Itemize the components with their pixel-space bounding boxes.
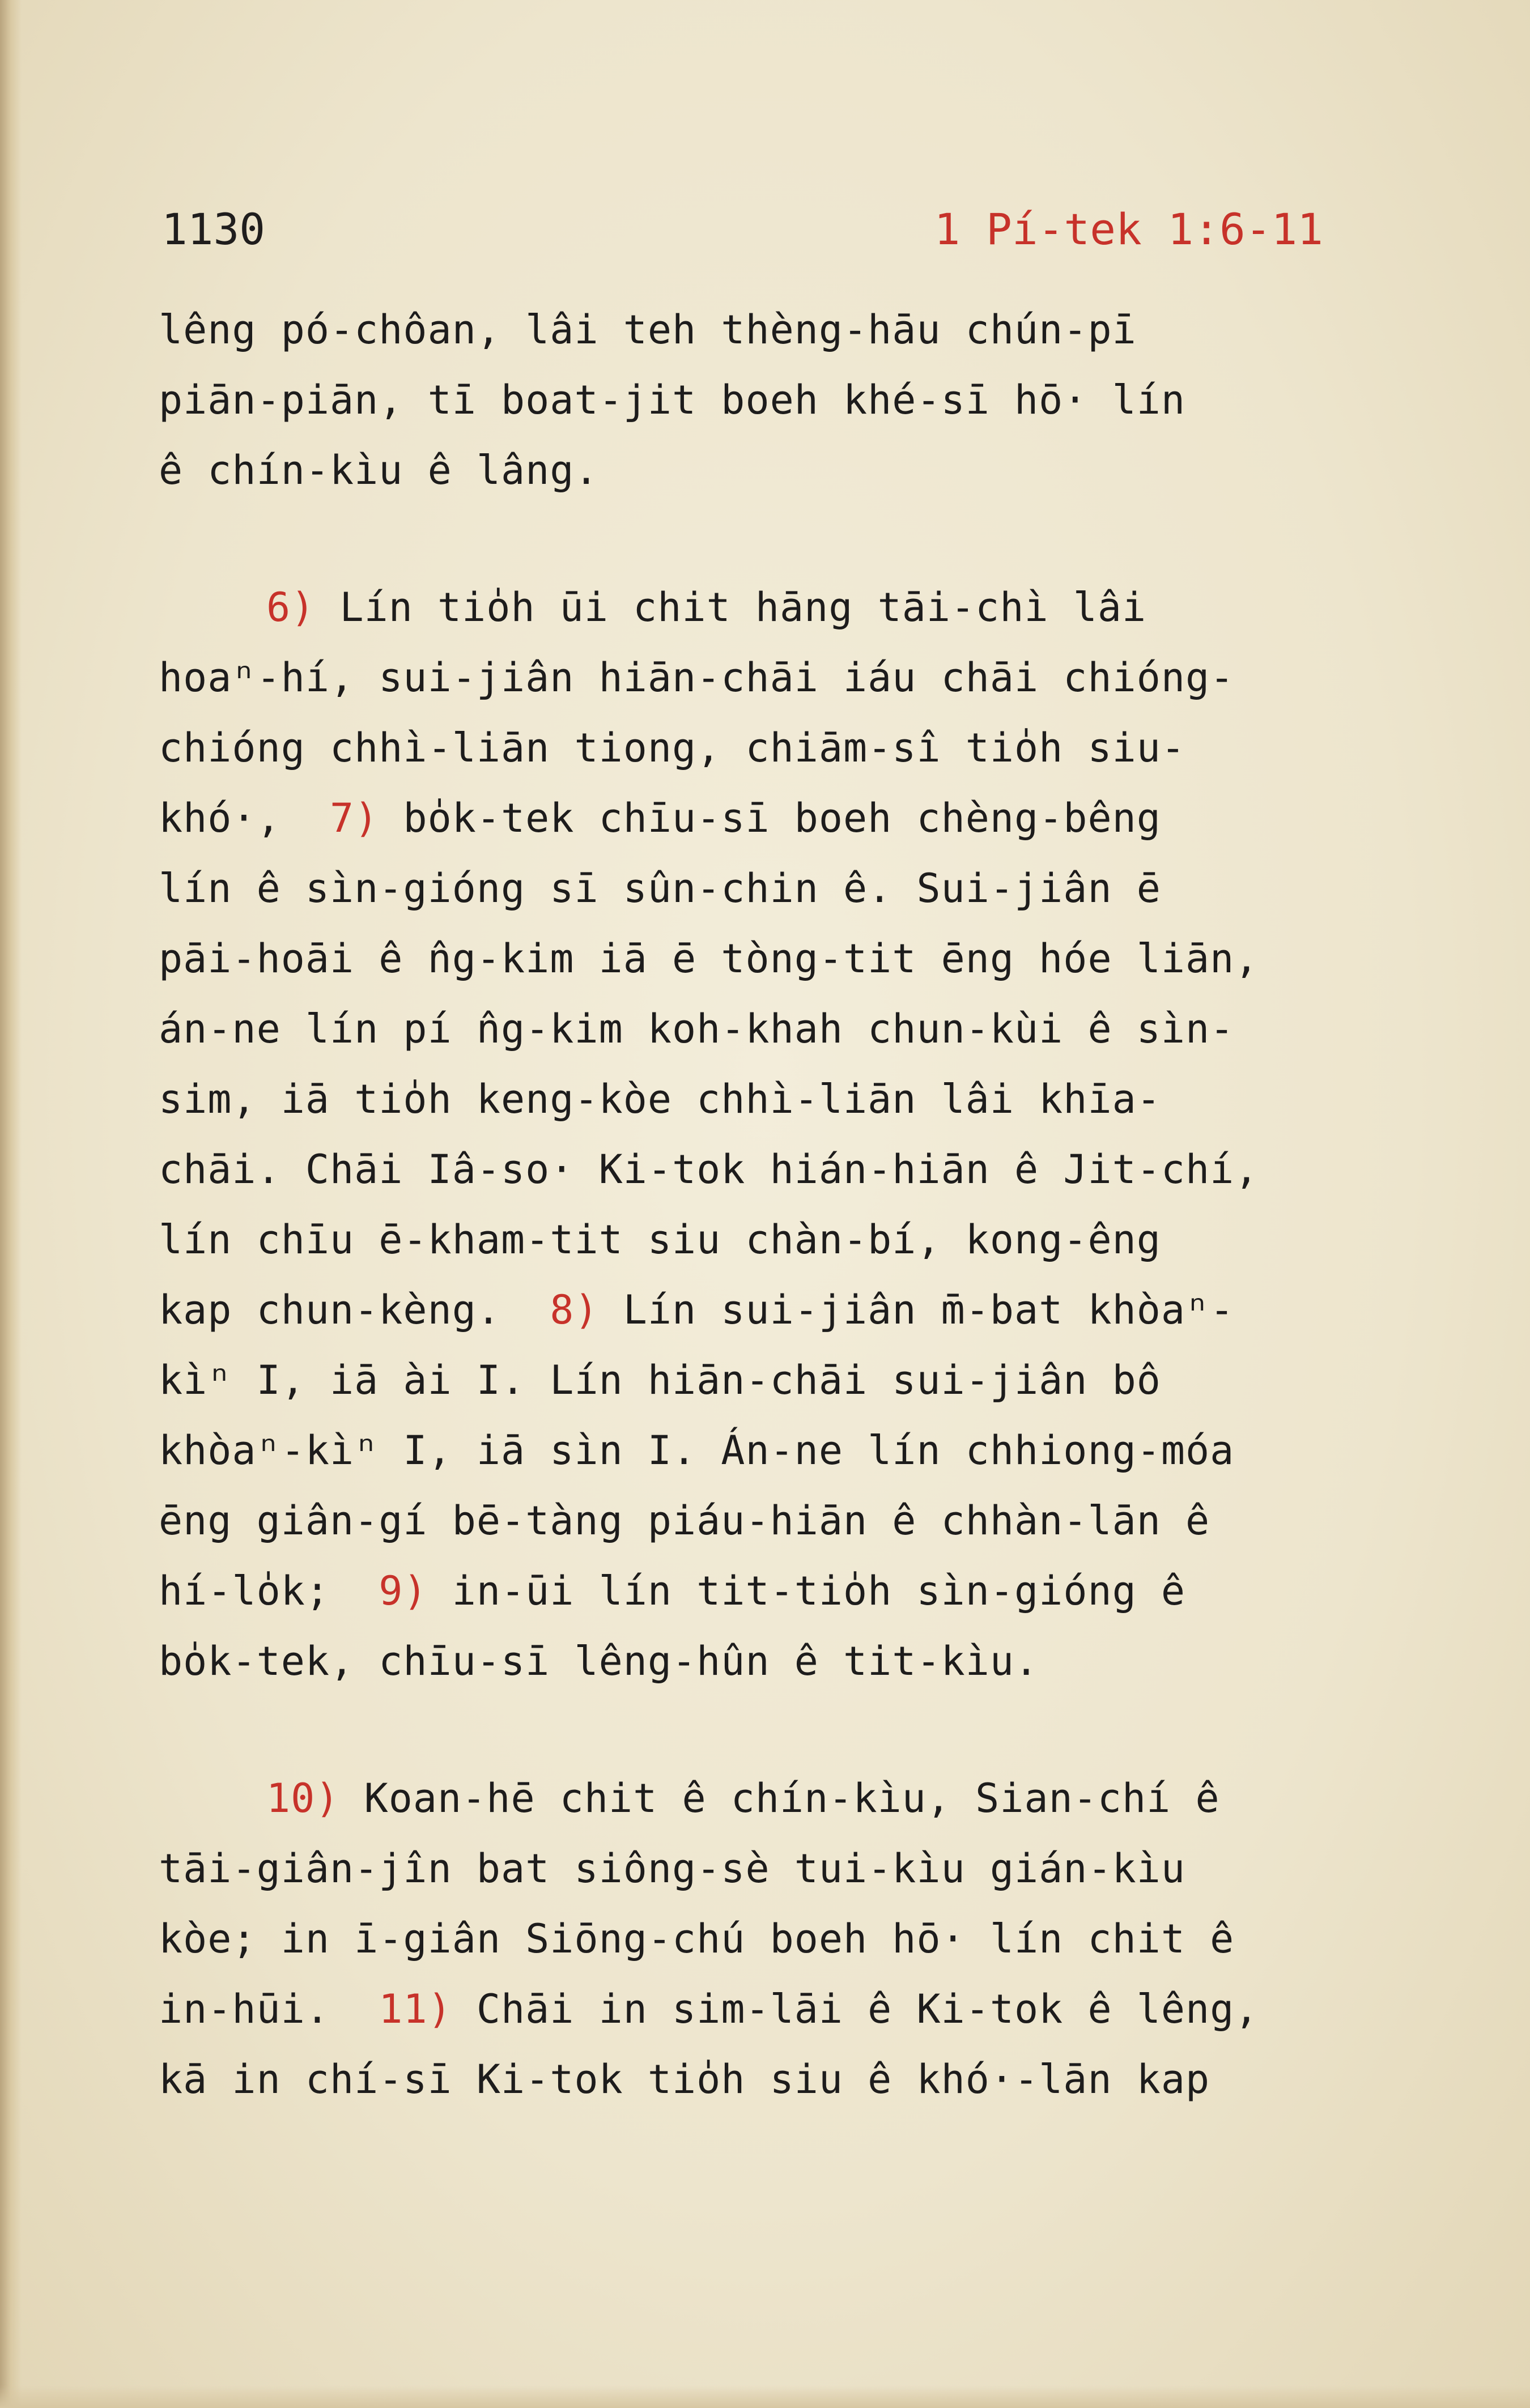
verse-text: in-ūi lín tit-tio̍h sìn-gióng ê <box>427 1568 1186 1614</box>
verse-text: piān-piān, tī boat-jit boeh khé-sī hō· lín <box>159 377 1186 423</box>
text-line <box>159 1974 1434 2044</box>
verse-text: lêng pó-chôan, lâi teh thèng-hāu chún-pī <box>159 307 1137 353</box>
verse-text: khòaⁿ-kìⁿ I, iā sìn I. Án-ne lín chhiong-móa <box>159 1427 1235 1474</box>
text-line <box>159 1134 1434 1205</box>
text-line <box>159 1064 1434 1134</box>
verse-text: pāi-hoāi ê n̂g-kim iā ē tòng-tit ēng hóe liān, <box>159 935 1259 982</box>
text-line <box>159 2044 1434 2115</box>
verse-text: hoaⁿ-hí, sui-jiân hiān-chāi iáu chāi chióng- <box>159 654 1235 701</box>
verse-text: kìⁿ I, iā ài I. Lín hiān-chāi sui-jiân bô <box>159 1357 1161 1403</box>
text-line <box>159 1486 1434 1556</box>
running-head: 1 Pí-tek 1:6-11 <box>934 204 1323 254</box>
verse-number: 8) <box>550 1287 599 1333</box>
verse-number: 11) <box>379 1986 452 2032</box>
verse-text: lín ê sìn-gióng sī sûn-chin ê. Sui-jiân ē <box>159 865 1161 912</box>
verse-text: Lín sui-jiân m̄-bat khòaⁿ- <box>598 1287 1235 1333</box>
text-line <box>159 1833 1434 1904</box>
body-text <box>159 295 1434 2115</box>
text-line <box>159 783 1434 853</box>
verse-text: chióng chhì-liān tiong, chiām-sî tio̍h siu- <box>159 725 1186 771</box>
verse-text: Koan-hē chit ê chín-kìu, Sian-chí ê <box>339 1775 1220 1822</box>
page-header <box>162 204 1323 266</box>
verse-number: 6) <box>266 584 316 631</box>
text-line <box>159 1275 1434 1345</box>
verse-text: án-ne lín pí n̂g-kim koh-khah chun-kùi ê sìn- <box>159 1006 1235 1052</box>
verse-text: bo̍k-tek chīu-sī boeh chèng-bêng <box>379 795 1161 841</box>
text-line <box>159 924 1434 994</box>
text-line <box>159 1904 1434 1974</box>
paragraph <box>159 295 1434 505</box>
verse-text: Chāi in sim-lāi ê Ki-tok ê lêng, <box>452 1986 1259 2032</box>
text-line <box>159 1205 1434 1275</box>
verse-text: sim, iā tio̍h keng-kòe chhì-liān lâi khīa- <box>159 1076 1161 1122</box>
verse-text: kòe; in ī-giân Siōng-chú boeh hō· lín chit ê <box>159 1916 1235 1962</box>
page-edge-shadow-left <box>0 0 22 2408</box>
verse-text: kap chun-kèng. <box>159 1287 550 1333</box>
verse-text: Lín tio̍h ūi chit hāng tāi-chì lâi <box>315 584 1147 631</box>
text-line <box>159 435 1434 505</box>
verse-text: lín chīu ē-kham-tit siu chàn-bí, kong-êng <box>159 1216 1161 1263</box>
verse-number: 7) <box>330 795 379 841</box>
text-line <box>159 365 1434 435</box>
text-line <box>159 1415 1434 1486</box>
verse-text: ēng giân-gí bē-tàng piáu-hiān ê chhàn-lān ê <box>159 1497 1210 1544</box>
text-line <box>159 643 1434 713</box>
verse-text: ê chín-kìu ê lâng. <box>159 447 599 493</box>
text-line <box>159 572 1434 643</box>
verse-text: bo̍k-tek, chīu-sī lêng-hûn ê tit-kìu. <box>159 1638 1039 1684</box>
paragraph <box>159 1763 1434 2115</box>
text-line <box>159 713 1434 783</box>
text-line <box>159 853 1434 924</box>
text-line <box>159 1556 1434 1626</box>
verse-number: 9) <box>379 1568 428 1614</box>
text-line <box>159 994 1434 1064</box>
text-line <box>159 1345 1434 1415</box>
verse-text: kā in chí-sī Ki-tok tio̍h siu ê khó·-lān kap <box>159 2056 1210 2103</box>
text-line <box>159 295 1434 365</box>
verse-text: hí-lo̍k; <box>159 1568 379 1614</box>
verse-text: khó·, <box>159 795 330 841</box>
verse-number: 10) <box>266 1775 340 1822</box>
verse-text: tāi-giân-jîn bat siông-sè tui-kìu gián-kìu <box>159 1845 1186 1892</box>
page-number: 1130 <box>162 204 266 254</box>
page-edge-shadow-bottom <box>0 2385 1530 2408</box>
verse-text: chāi. Chāi Iâ-so· Ki-tok hián-hiān ê Jit-chí, <box>159 1146 1259 1193</box>
verse-text: in-hūi. <box>159 1986 379 2032</box>
paragraph <box>159 572 1434 1696</box>
text-line <box>159 1763 1434 1833</box>
text-line <box>159 1626 1434 1696</box>
